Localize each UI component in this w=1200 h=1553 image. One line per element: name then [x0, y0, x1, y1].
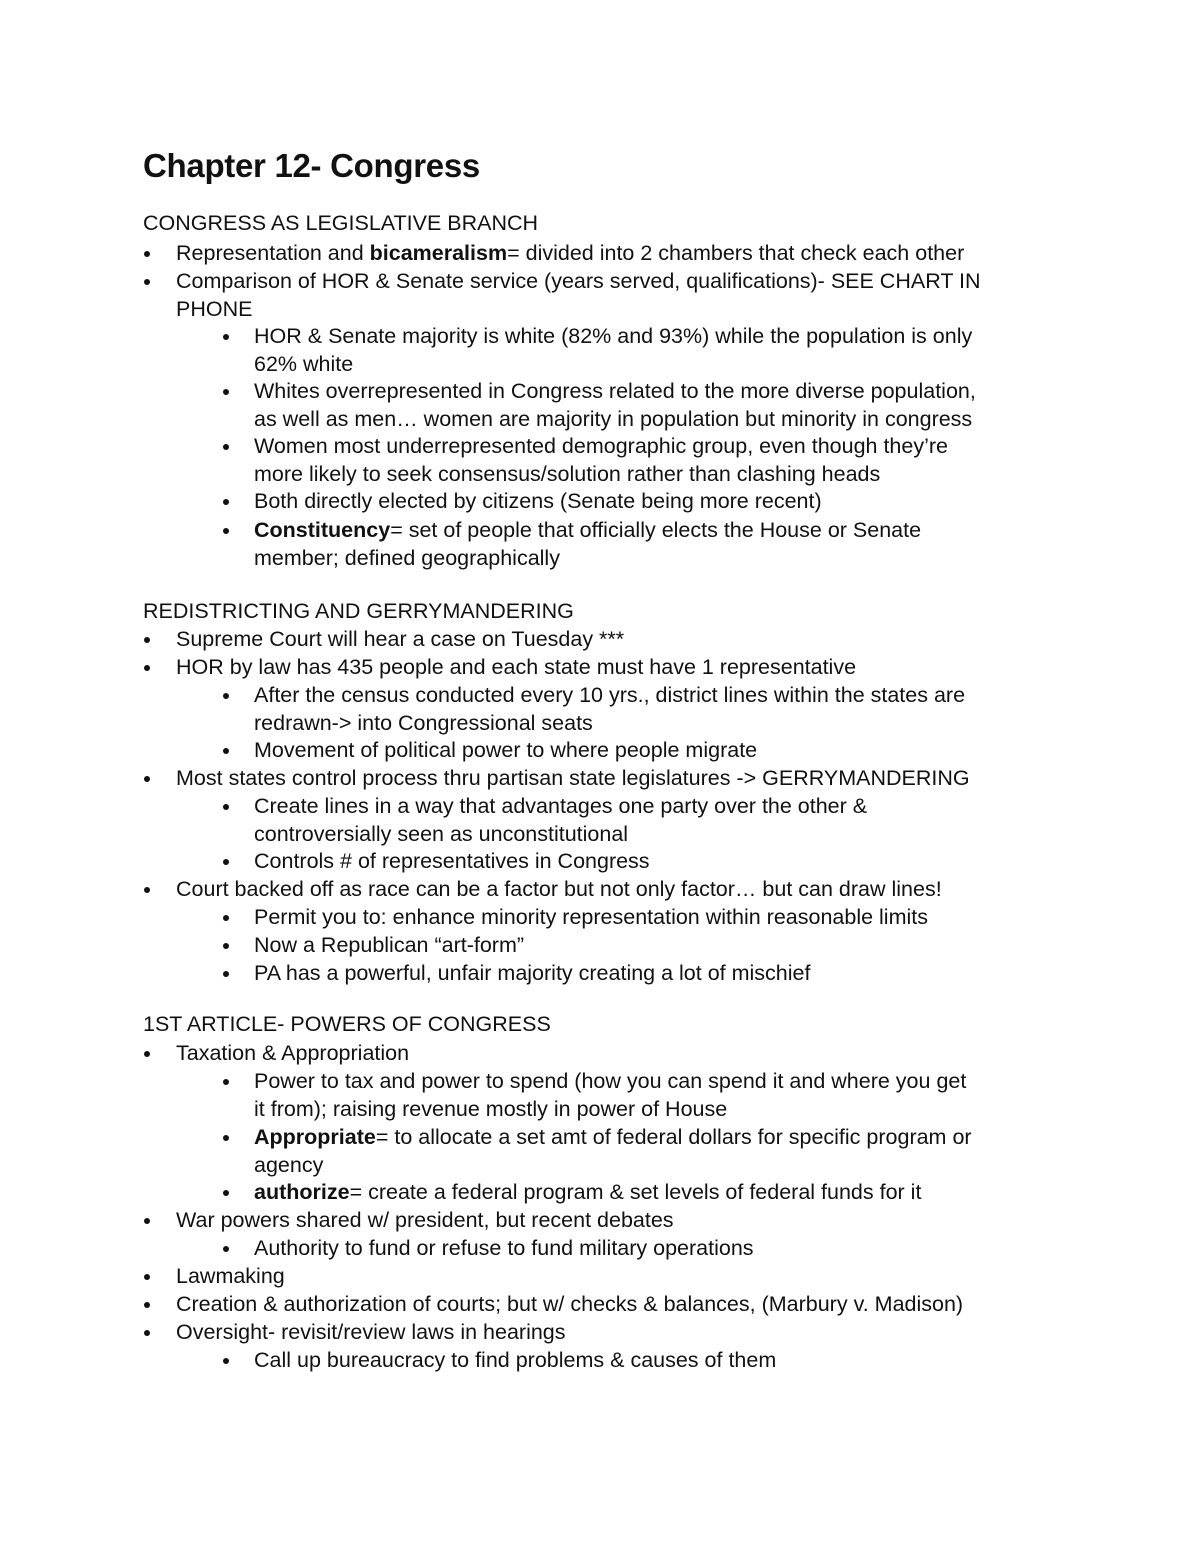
list-item: HOR & Senate majority is white (82% and 93%) while the population is only 62% white [254, 324, 973, 376]
bullet-icon [144, 887, 150, 893]
bullet-icon [223, 1190, 229, 1196]
list-item: Representation and bicameralism= divided into 2 chambers that check each other [176, 241, 965, 265]
bullet-icon [144, 1218, 150, 1224]
bullet-icon [144, 1302, 150, 1308]
list-item: Create lines in a way that advantages one party over the other & controversially seen as unconstitutional [254, 794, 868, 846]
list-item: Movement of political power to where people migrate [254, 738, 758, 762]
page-title: Chapter 12- Congress [143, 147, 480, 184]
bullet-icon [223, 1358, 229, 1364]
list-item: Call up bureaucracy to find problems & causes of them [254, 1348, 777, 1372]
list-item: War powers shared w/ president, but recent debates [176, 1208, 674, 1232]
list-item: Lawmaking [176, 1264, 285, 1288]
bullet-icon [223, 1135, 229, 1141]
bullet-icon [144, 279, 150, 285]
list-item: Constituency= set of people that officially elects the House or Senate member; defined geographically [254, 518, 922, 570]
bullet-icon [144, 637, 150, 643]
bullet-icon [223, 1246, 229, 1252]
list-item: Both directly elected by citizens (Senate being more recent) [254, 489, 822, 513]
list-item: Supreme Court will hear a case on Tuesday *** [176, 627, 625, 651]
list-item: After the census conducted every 10 yrs., district lines within the states are redrawn-> into Congressional seats [254, 683, 966, 735]
bullet-icon [223, 943, 229, 949]
bullet-icon [223, 748, 229, 754]
list-item: Authority to fund or refuse to fund military operations [254, 1236, 754, 1260]
bullet-icon [223, 444, 229, 450]
bullet-icon [223, 499, 229, 505]
bullet-icon [223, 915, 229, 921]
bullet-icon [223, 971, 229, 977]
section-heading-legislative-branch: CONGRESS AS LEGISLATIVE BRANCH [143, 211, 539, 235]
bullet-icon [223, 528, 229, 534]
bullet-icon [223, 334, 229, 340]
list-item: Now a Republican “art-form” [254, 933, 525, 957]
list-item: Oversight- revisit/review laws in hearings [176, 1320, 566, 1344]
bullet-icon [144, 1274, 150, 1280]
bullet-icon [223, 389, 229, 395]
bullet-icon [144, 665, 150, 671]
list-item: Most states control process thru partisan state legislatures -> GERRYMANDERING [176, 766, 970, 790]
list-item: Creation & authorization of courts; but w/ checks & balances, (Marbury v. Madison) [176, 1292, 964, 1316]
list-item: HOR by law has 435 people and each state must have 1 representative [176, 655, 857, 679]
bullet-icon [223, 693, 229, 699]
list-item: authorize= create a federal program & set levels of federal funds for it [254, 1180, 922, 1204]
list-item: PA has a powerful, unfair majority creating a lot of mischief [254, 961, 811, 985]
list-item: Whites overrepresented in Congress related to the more diverse population, as well as men… women are majority in population but minority in congress [254, 379, 976, 431]
section-heading-powers: 1ST ARTICLE- POWERS OF CONGRESS [143, 1012, 551, 1036]
list-item: Taxation & Appropriation [176, 1041, 410, 1065]
bullet-icon [223, 804, 229, 810]
list-item: Comparison of HOR & Senate service (years served, qualifications)- SEE CHART IN PHONE [176, 269, 981, 321]
list-item: Appropriate= to allocate a set amt of federal dollars for specific program or agency [254, 1125, 972, 1177]
list-item: Court backed off as race can be a factor but not only factor… but can draw lines! [176, 877, 942, 901]
section-heading-redistricting: REDISTRICTING AND GERRYMANDERING [143, 599, 574, 623]
bullet-icon [144, 776, 150, 782]
list-item: Power to tax and power to spend (how you can spend it and where you get it from); raising revenue mostly in power of House [254, 1069, 967, 1121]
bullet-icon [144, 1330, 150, 1336]
bullet-icon [144, 251, 150, 257]
bullet-icon [223, 1079, 229, 1085]
bullet-icon [223, 859, 229, 865]
list-item: Women most underrepresented demographic group, even though they’re more likely to seek consensus/solution rather than clashing heads [254, 434, 948, 486]
list-item: Controls # of representatives in Congress [254, 849, 650, 873]
bullet-icon [144, 1051, 150, 1057]
list-item: Permit you to: enhance minority representation within reasonable limits [254, 905, 928, 929]
